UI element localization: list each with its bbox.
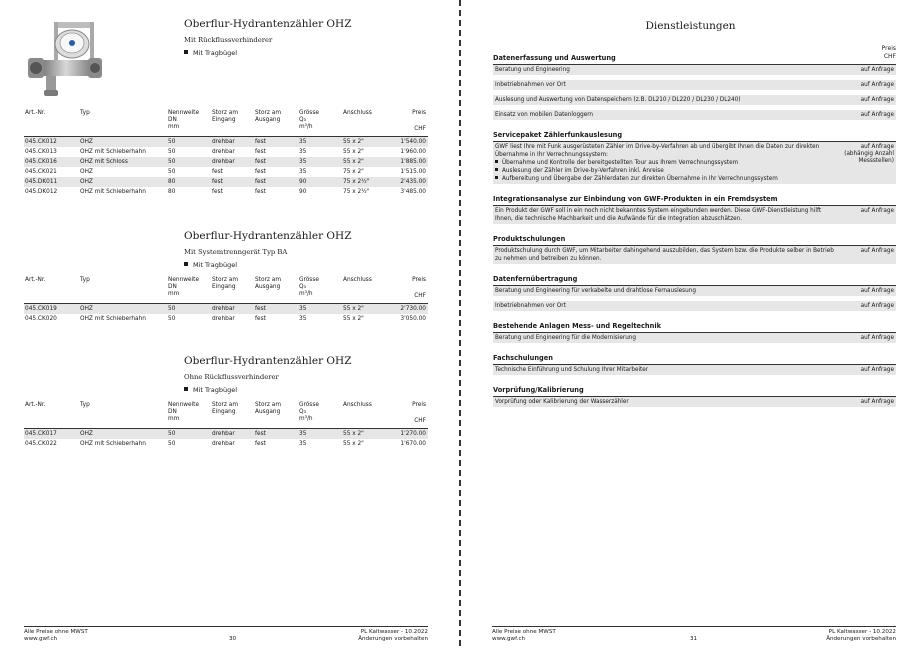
header-nennweite: Nennweite DN mm (168, 402, 200, 422)
cell-storz-ausgang: fest (255, 189, 266, 195)
cell-storz-ausgang: fest (255, 169, 266, 175)
cell-preis: 1'960.00 (400, 149, 426, 155)
table-row (24, 167, 428, 177)
page-footer (492, 626, 896, 642)
service-description: Beratung und Engineering (495, 67, 570, 73)
cell-typ: OHZ (80, 179, 93, 185)
footer-website[interactable]: www.gwf.ch (492, 636, 526, 642)
cell-storz-ausgang: fest (255, 431, 266, 437)
cell-anschluss: 55 x 2" (343, 306, 364, 312)
cell-storz-ausgang: fest (255, 139, 266, 145)
service-description: Einsatz von mobilen Datenloggern (495, 112, 594, 118)
service-row (493, 110, 896, 120)
header-storz-eingang: Storz am Eingang (212, 402, 238, 415)
product-subtitle: Ohne Rückflussverhinderer (184, 373, 279, 381)
bullet-square-icon (184, 50, 188, 54)
product-feature (184, 261, 237, 269)
price-table (24, 110, 428, 197)
service-price: auf Anfrage (860, 335, 894, 341)
cell-groesse: 35 (299, 169, 307, 175)
cell-preis: 1'670.00 (400, 441, 426, 447)
cell-storz-ausgang: fest (255, 316, 266, 322)
cell-preis: 3'485.00 (400, 189, 426, 195)
service-price: auf Anfrage (860, 112, 894, 118)
service-bullet (495, 159, 836, 167)
service-category-title: Produktschulungen (493, 235, 896, 246)
service-price: auf Anfrage (860, 288, 894, 294)
header-storz-ausgang: Storz am Ausgang (255, 110, 281, 123)
cell-storz-eingang: fest (212, 189, 223, 195)
header-typ: Typ (80, 110, 90, 116)
cell-nennweite: 50 (168, 159, 176, 165)
cell-typ: OHZ mit Schieberhahn (80, 441, 146, 447)
cell-preis: 1'885.00 (400, 159, 426, 165)
service-description: Inbetriebnahmen vor Ort (495, 303, 566, 309)
service-description: Vorprüfung oder Kalibrierung der Wasserzähler (495, 399, 629, 405)
service-row (493, 301, 896, 311)
footer-vat-note: Alle Preise ohne MWST (24, 629, 88, 635)
cell-anschluss: 55 x 2" (343, 441, 364, 447)
service-price: auf Anfrage (860, 82, 894, 88)
service-description: Technische Einführung und Schulung Ihrer Mitarbeiter (495, 367, 649, 373)
cell-nennweite: 50 (168, 149, 176, 155)
header-preis: Preis (412, 402, 426, 408)
bullet-square-icon (184, 262, 188, 266)
page-title: Dienstleistungen (645, 20, 736, 32)
cell-storz-ausgang: fest (255, 149, 266, 155)
service-price: auf Anfrage (860, 97, 894, 103)
cell-preis: 3'050.00 (400, 316, 426, 322)
hydrant-meter-photo (24, 14, 108, 106)
cell-anschluss: 55 x 2" (343, 431, 364, 437)
service-price: auf Anfrage (860, 144, 894, 150)
service-category-title: Vorprüfung/Kalibrierung (493, 386, 896, 397)
cell-groesse: 35 (299, 149, 307, 155)
cell-storz-ausgang: fest (255, 159, 266, 165)
cell-nennweite: 50 (168, 139, 176, 145)
cell-groesse: 35 (299, 431, 307, 437)
cell-nennweite: 50 (168, 306, 176, 312)
header-groesse: Grösse Q₃ m³/h (299, 402, 319, 422)
header-anschluss: Anschluss (343, 402, 372, 408)
product-feature (184, 49, 237, 57)
product-feature-text: Mit Tragbügel (193, 49, 238, 57)
product-title: Oberflur-Hydrantenzähler OHZ (184, 18, 352, 30)
header-storz-ausgang: Storz am Ausgang (255, 277, 281, 290)
cell-storz-eingang: drehbar (212, 139, 235, 145)
service-category-title: Fachschulungen (493, 354, 896, 365)
service-row (493, 333, 896, 343)
service-category-title: Datenerfassung und Auswertung (493, 54, 896, 65)
service-bullet-text: Aufbereitung und Übergabe der Zählerdaten zur direkten Übernahme in Ihr Verrechnungssystem (502, 176, 778, 182)
cell-nennweite: 80 (168, 179, 176, 185)
service-description: Produktschulung durch GWF, um Mitarbeiter dahingehend auszubilden, das System bzw. die Produkte selber in Betrieb zu nehmen und betreiben zu können. (495, 248, 834, 262)
cell-storz-eingang: drehbar (212, 316, 235, 322)
cell-storz-eingang: drehbar (212, 149, 235, 155)
cell-nennweite: 50 (168, 431, 176, 437)
service-category-title: Datenfernübertragung (493, 275, 896, 286)
service-bullet-text: Auslesung der Zähler im Drive-by-Verfahren inkl. Anreise (502, 168, 664, 174)
cell-storz-eingang: drehbar (212, 159, 235, 165)
header-chf: CHF (414, 418, 426, 424)
cell-typ: OHZ (80, 169, 93, 175)
cell-anschluss: 55 x 2" (343, 139, 364, 145)
service-row (493, 80, 896, 90)
cell-storz-eingang: fest (212, 169, 223, 175)
product-feature-text: Mit Tragbügel (193, 261, 238, 269)
header-art-nr: Art.-Nr. (25, 110, 46, 116)
service-description: Inbetriebnahmen vor Ort (495, 82, 566, 88)
catalog-page-right (461, 0, 920, 650)
bullet-square-icon (184, 387, 188, 391)
table-row (24, 304, 428, 314)
cell-groesse: 35 (299, 441, 307, 447)
service-description: Beratung und Engineering für verkabelte und drahtlose Fernauslesung (495, 288, 696, 294)
service-category-title: Servicepaket Zählerfunkauslesung (493, 131, 896, 142)
product-subtitle: Mit Rückflussverhinderer (184, 36, 273, 44)
product-feature-text: Mit Tragbügel (193, 386, 238, 394)
header-art-nr: Art.-Nr. (25, 277, 46, 283)
table-row (24, 187, 428, 197)
cell-anschluss: 55 x 2" (343, 316, 364, 322)
service-row (493, 65, 896, 75)
cell-art-nr: 045.CK016 (25, 159, 57, 165)
table-row (24, 157, 428, 167)
cell-storz-ausgang: fest (255, 441, 266, 447)
table-row (24, 439, 428, 449)
cell-typ: OHZ mit Schieberhahn (80, 316, 146, 322)
page-number: 31 (690, 636, 698, 642)
header-typ: Typ (80, 402, 90, 408)
price-table (24, 277, 428, 324)
header-typ: Typ (80, 277, 90, 283)
cell-nennweite: 50 (168, 316, 176, 322)
table-header (24, 402, 428, 428)
service-bullet-text: Übernahme und Kontrolle der bereitgestellten Tour aus Ihrem Verrechnungssystem (502, 160, 739, 166)
cell-typ: OHZ (80, 306, 93, 312)
cell-typ: OHZ mit Schieberhahn (80, 189, 146, 195)
cell-art-nr: 045.DK011 (25, 179, 58, 185)
bullet-square-icon (495, 160, 498, 163)
cell-art-nr: 045.CK020 (25, 316, 57, 322)
cell-groesse: 35 (299, 159, 307, 165)
cell-anschluss: 75 x 2" (343, 169, 364, 175)
cell-typ: OHZ (80, 431, 93, 437)
product-title: Oberflur-Hydrantenzähler OHZ (184, 230, 352, 242)
service-price: auf Anfrage (860, 248, 894, 254)
table-row (24, 147, 428, 157)
cell-anschluss: 55 x 2" (343, 159, 364, 165)
table-body (24, 429, 428, 449)
product-feature (184, 386, 237, 394)
cell-typ: OHZ mit Schieberhahn (80, 149, 146, 155)
cell-art-nr: 045.CK022 (25, 441, 57, 447)
cell-typ: OHZ (80, 139, 93, 145)
header-nennweite: Nennweite DN mm (168, 277, 200, 297)
footer-website[interactable]: www.gwf.ch (24, 636, 58, 642)
cell-art-nr: 045.CK021 (25, 169, 57, 175)
table-body (24, 137, 428, 197)
service-row (493, 365, 896, 375)
cell-groesse: 90 (299, 179, 307, 185)
cell-art-nr: 045.CK019 (25, 306, 57, 312)
header-anschluss: Anschluss (343, 110, 372, 116)
cell-anschluss: 55 x 2" (343, 149, 364, 155)
cell-groesse: 35 (299, 306, 307, 312)
cell-preis: 1'540.00 (400, 139, 426, 145)
table-row (24, 137, 428, 147)
cell-preis: 1'270.00 (400, 431, 426, 437)
bullet-square-icon (495, 176, 498, 179)
cell-nennweite: 50 (168, 441, 176, 447)
price-table (24, 402, 428, 449)
footer-vat-note: Alle Preise ohne MWST (492, 629, 556, 635)
cell-nennweite: 80 (168, 189, 176, 195)
cell-storz-eingang: drehbar (212, 431, 235, 437)
chf-label: CHF (883, 53, 896, 60)
cell-art-nr: 045.CK013 (25, 149, 57, 155)
service-row (493, 286, 896, 296)
service-row (493, 142, 896, 184)
footer-disclaimer: Änderungen vorbehalten (358, 636, 428, 642)
header-groesse: Grösse Q₃ m³/h (299, 110, 319, 130)
header-preis: Preis (412, 277, 426, 283)
service-price: auf Anfrage (860, 399, 894, 405)
cell-groesse: 35 (299, 316, 307, 322)
service-description: Ein Produkt der GWF soll in ein noch nicht bekanntes System eingebunden werden. Diese GWF-Dienstleistung hilft Ihnen, die technische Machbarkeit und die Aufwände für die Integration abzuschätzen. (495, 208, 822, 222)
cell-art-nr: 045.DK012 (25, 189, 58, 195)
header-groesse: Grösse Q₃ m³/h (299, 277, 319, 297)
service-price: auf Anfrage (860, 303, 894, 309)
cell-anschluss: 75 x 2½" (343, 179, 370, 185)
service-bullet (495, 167, 836, 175)
product-subtitle: Mit Systemtrenngerät Typ BA (184, 248, 288, 256)
service-description: Beratung und Engineering für die Modernisierung (495, 335, 637, 341)
cell-art-nr: 045.CK012 (25, 139, 57, 145)
footer-disclaimer: Änderungen vorbehalten (826, 636, 896, 642)
cell-storz-eingang: drehbar (212, 306, 235, 312)
cell-groesse: 90 (299, 189, 307, 195)
header-preis: Preis (412, 110, 426, 116)
footer-edition: PL Kaltwasser - 10.2022 (828, 629, 896, 635)
bullet-square-icon (495, 168, 498, 171)
cell-storz-eingang: drehbar (212, 441, 235, 447)
cell-storz-ausgang: fest (255, 306, 266, 312)
service-row (493, 246, 896, 264)
cell-typ: OHZ mit Schloss (80, 159, 128, 165)
cell-groesse: 35 (299, 139, 307, 145)
services-list (493, 54, 896, 407)
service-row (493, 95, 896, 105)
cell-nennweite: 50 (168, 169, 176, 175)
header-storz-ausgang: Storz am Ausgang (255, 402, 281, 415)
table-row (24, 314, 428, 324)
service-bullet (495, 175, 836, 183)
preis-label: Preis (881, 45, 896, 52)
service-price: auf Anfrage (860, 67, 894, 73)
page-number: 30 (229, 636, 237, 642)
service-row (493, 206, 896, 224)
table-row (24, 177, 428, 187)
header-chf: CHF (414, 293, 426, 299)
service-description: GWF liest Ihre mit Funk ausgerüsteten Zähler im Drive-by-Verfahren ab und übergibt Ihnen die Daten zur direkten Übernahme in Ihr Verrechnungssystem: (495, 144, 820, 158)
service-row (493, 397, 896, 407)
table-header (24, 110, 428, 136)
page-footer (24, 626, 428, 642)
cell-storz-ausgang: fest (255, 179, 266, 185)
service-price: auf Anfrage (860, 208, 894, 214)
table-body (24, 304, 428, 324)
cell-preis: 2'435.00 (400, 179, 426, 185)
header-storz-eingang: Storz am Eingang (212, 277, 238, 290)
service-price-note: (abhängig Anzahl Messstellen) (844, 151, 894, 164)
header-art-nr: Art.-Nr. (25, 402, 46, 408)
service-category-title: Bestehende Anlagen Mess- und Regeltechnik (493, 322, 896, 333)
header-storz-eingang: Storz am Eingang (212, 110, 238, 123)
service-category-title: Integrationsanalyse zur Einbindung von GWF-Produkten in ein Fremdsystem (493, 195, 896, 206)
header-anschluss: Anschluss (343, 277, 372, 283)
service-price: auf Anfrage (860, 367, 894, 373)
cell-preis: 1'515.00 (400, 169, 426, 175)
header-nennweite: Nennweite DN mm (168, 110, 200, 130)
table-header (24, 277, 428, 303)
cell-preis: 2'730.00 (400, 306, 426, 312)
product-title: Oberflur-Hydrantenzähler OHZ (184, 355, 352, 367)
catalog-page-left (0, 0, 459, 650)
cell-storz-eingang: fest (212, 179, 223, 185)
header-chf: CHF (414, 126, 426, 132)
service-description: Auslesung und Auswertung von Datenspeichern (z.B. DL210 / DL220 / DL230 / DL240) (495, 97, 741, 103)
table-row (24, 429, 428, 439)
cell-art-nr: 045.CK017 (25, 431, 57, 437)
footer-edition: PL Kaltwasser - 10.2022 (360, 629, 428, 635)
cell-anschluss: 75 x 2½" (343, 189, 370, 195)
